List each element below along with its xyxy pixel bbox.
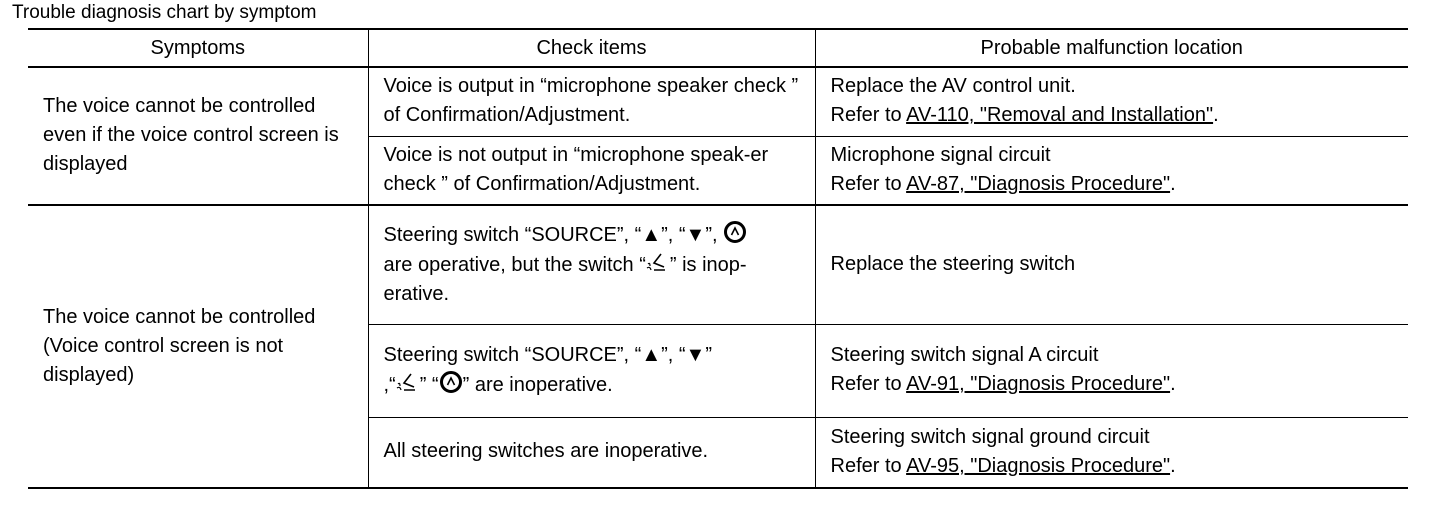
check-item-cell: Voice is not output in “microphone speak-er check ” of Confirmation/Adjustment. — [368, 136, 815, 205]
header-check-items: Check items — [368, 29, 815, 67]
reference-link[interactable]: AV-110, "Removal and Installation" — [906, 104, 1214, 127]
location-text: Microphone signal circuit — [830, 143, 1051, 166]
location-cell — [815, 417, 1408, 488]
location-text: Steering switch signal A circuit — [830, 344, 1099, 366]
location-cell — [815, 136, 1408, 205]
diagnosis-table — [28, 28, 1408, 489]
location-text: Replace the AV control unit. — [830, 75, 1076, 98]
symptom-cell: The voice cannot be controlled even if the voice control screen is displayed — [28, 67, 368, 205]
reference-link[interactable]: AV-91, "Diagnosis Procedure" — [906, 373, 1171, 395]
check-item-cell: All steering switches are inoperative. — [368, 417, 815, 488]
refer-line: Refer to AV-95, "Diagnosis Procedure". — [830, 454, 1176, 477]
refer-line: Refer to AV-87, "Diagnosis Procedure". — [830, 172, 1176, 195]
location-cell — [815, 67, 1408, 136]
location-cell — [815, 205, 1408, 324]
refer-line: Refer to AV-91, "Diagnosis Procedure". — [830, 373, 1176, 395]
table-row — [28, 205, 1408, 324]
location-text: Replace the steering switch — [830, 252, 1076, 275]
circled-a-icon — [439, 370, 463, 394]
refer-line: Refer to AV-110, "Removal and Installation". — [830, 104, 1219, 127]
header-row — [28, 29, 1408, 67]
location-text: Steering switch signal ground circuit — [830, 425, 1150, 448]
reference-link[interactable]: AV-87, "Diagnosis Procedure" — [906, 172, 1171, 195]
check-item-cell: Steering switch “SOURCE”, “▲”, “▼”, are operative, but the switch “ ” is inop-erative. — [368, 205, 815, 324]
chart-caption: Trouble diagnosis chart by symptom — [12, 2, 317, 23]
reference-link[interactable]: AV-95, "Diagnosis Procedure" — [906, 454, 1171, 477]
check-item-cell: Voice is output in “microphone speaker check ” of Confirmation/Adjustment. — [368, 67, 815, 136]
symptom-cell: The voice cannot be controlled (Voice control screen is not displayed) — [28, 205, 368, 488]
circled-a-icon — [723, 220, 747, 244]
voice-talk-icon — [396, 370, 420, 394]
table-row — [28, 67, 1408, 136]
header-probable-location: Probable malfunction location — [815, 29, 1408, 67]
header-symptoms: Symptoms — [28, 29, 368, 67]
voice-talk-icon — [646, 250, 670, 274]
check-item-cell: Steering switch “SOURCE”, “▲”, “▼” ,“ ” “ ” are inoperative. — [368, 324, 815, 417]
location-cell — [815, 324, 1408, 417]
